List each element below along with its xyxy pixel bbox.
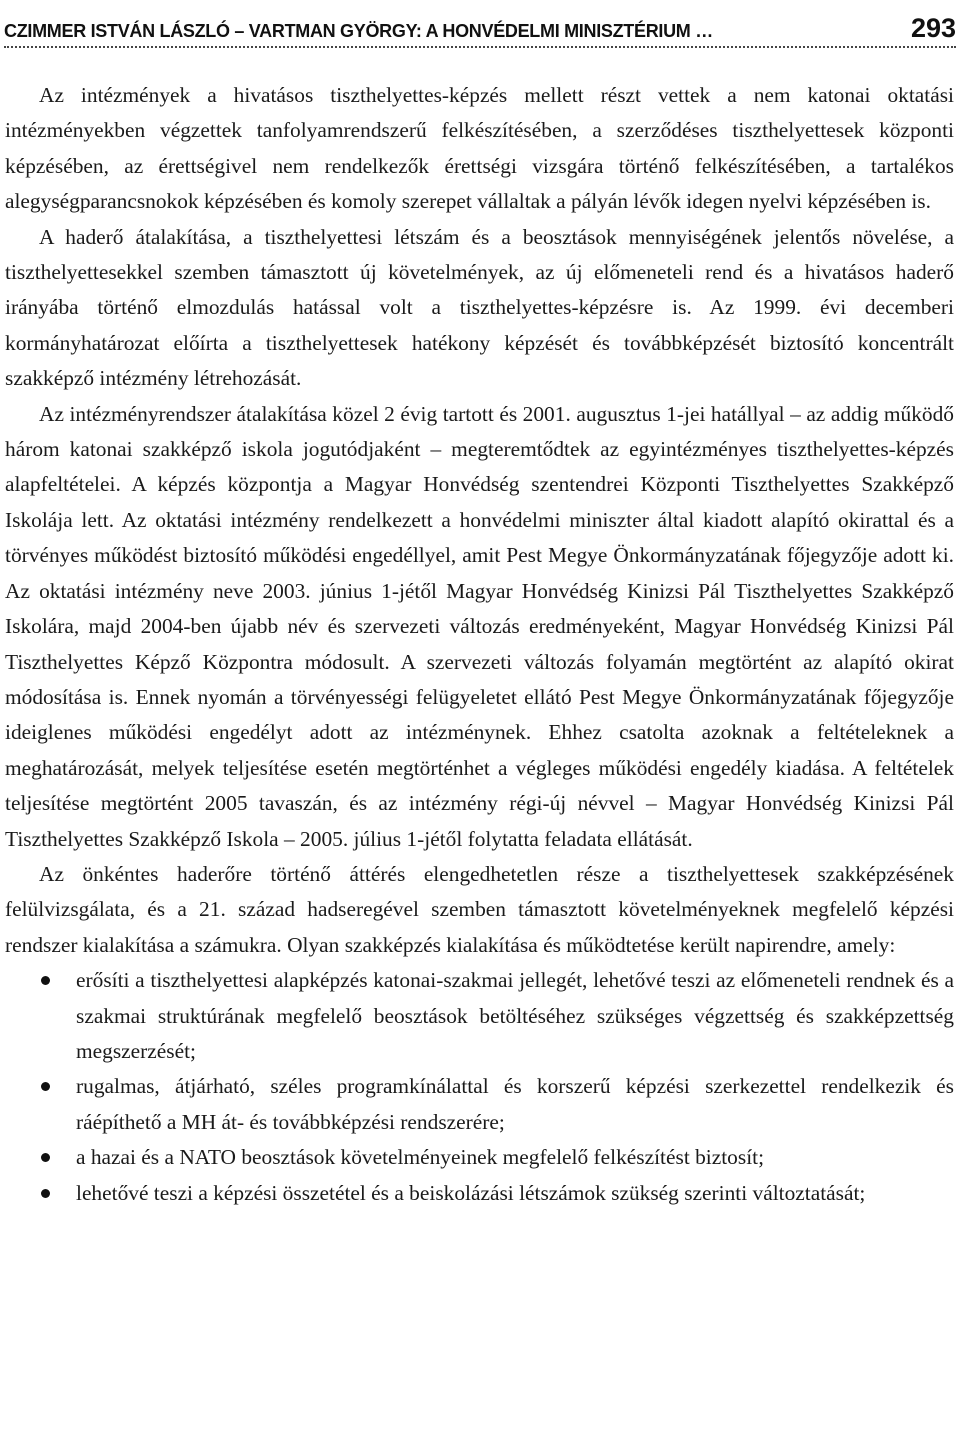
paragraph: Az intézmények a hivatásos tiszthelyettes-képzés mellett részt vettek a nem katonai oktatási intézményekben végzettek tanfolyamrendszerű felkészítésében, a szerződéses tiszthelyettesek központi képzésében, az érettségivel nem rendelkezők érettségi vizsgára történő felkészítésében, a tartalékos alegységparancsnokok képzésében és komoly szerepet vállaltak a pályán lévők idegen nyelvi képzésében is.	[5, 83, 954, 214]
bullet-item-text: rugalmas, átjárható, széles programkínálattal és korszerű képzési szerkezettel rendelkezik és ráépíthető a MH át- és továbbképzési rendszerére;	[76, 1074, 954, 1134]
bullet-item	[5, 963, 954, 1069]
running-header-title: CZIMMER ISTVÁN LÁSZLÓ – VARTMAN GYÖRGY: A HONVÉDELMI MINISZTÉRIUM …	[4, 21, 713, 41]
paragraph: Az önkéntes haderőre történő áttérés elengedhetetlen része a tiszthelyettesek szakképzésének felülvizsgálata, és a 21. század hadseregével szemben támasztott követelményeknek megfelelő képzési rendszer kialakítása a számukra. Olyan szakképzés kialakítása és működtetése került napirendre, amely:	[5, 861, 954, 957]
bullet-item	[5, 1140, 954, 1175]
bullet-item-text: lehetővé teszi a képzési összetétel és a beiskolázási létszámok szükség szerinti változtatását;	[76, 1180, 866, 1205]
bullet-dot-icon	[41, 1189, 50, 1198]
body-text	[5, 78, 954, 1211]
page-number: 293	[910, 13, 956, 43]
bullet-item-text: a hazai és a NATO beosztások követelményeinek megfelelő felkészítést biztosít;	[76, 1145, 765, 1170]
bullet-list	[5, 963, 954, 1211]
paragraph: A haderő átalakítása, a tiszthelyettesi létszám és a beosztások mennyiségének jelentős növelése, a tiszthelyettesekkel szemben támasztott új követelmények, az új előmeneteli rend és a hivatásos haderő irányába történő elmozdulás hatással volt a tiszthelyettes-képzésre is. Az 1999. évi decemberi kormányhatározat előírta a tiszthelyettesek hatékony képzését és továbbképzését biztosító koncentrált szakképző intézmény létrehozását.	[5, 224, 954, 391]
bullet-dot-icon	[41, 1153, 50, 1162]
paragraph: Az intézményrendszer átalakítása közel 2 évig tartott és 2001. augusztus 1-jei hatállyal – az addig működő három katonai szakképző iskola jogutódjaként – megteremtődtek az egyintézményes tiszthelyettes-képzés alapfeltételei. A képzés központja a Magyar Honvédség szentendrei Központi Tiszthelyettes Szakképző Iskolája lett. Az oktatási intézmény rendelkezett a honvédelmi miniszter által kiadott alapító okirattal és a törvényes működést biztosító működési engedéllyel, amit Pest Megye Önkormányzatának főjegyzője adott ki. Az oktatási intézmény neve 2003. június 1-jétől Magyar Honvédség Kinizsi Pál Tiszthelyettes Szakképző Iskolára, majd 2004-ben újabb név és szervezeti változás eredményeként, Magyar Honvédség Kinizsi Pál Tiszthelyettes Képző Központra módosult. A szervezeti változás folyamán megtörtént az alapító okirat módosítása is. Ennek nyomán a törvényességi felügyeletet ellátó Pest Megye Önkormányzatának főjegyzője ideiglenes működési engedélyt adott az intézménynek. Ehhez csatolta azoknak a feltételeknek a meghatározását, melyek teljesítése esetén megtörténhet a végleges működési engedély kiadása. A feltételek teljesítése megtörtént 2005 tavaszán, és az intézmény régi-új névvel – Magyar Honvédség Kinizsi Pál Tiszthelyettes Szakképző Iskola – 2005. július 1-jétől folytatta feladata ellátását.	[5, 401, 954, 851]
running-header	[4, 2, 956, 48]
bullet-item	[5, 1069, 954, 1140]
bullet-dot-icon	[41, 1082, 50, 1091]
bullet-item-text: erősíti a tiszthelyettesi alapképzés katonai-szakmai jellegét, lehetővé teszi az előmeneteli rendnek és a szakmai struktúrának megfelelő beosztások betöltéséhez szükséges végzettség és szakképzettség megszerzését;	[76, 968, 954, 1063]
bullet-item	[5, 1176, 954, 1211]
bullet-dot-icon	[41, 976, 50, 985]
